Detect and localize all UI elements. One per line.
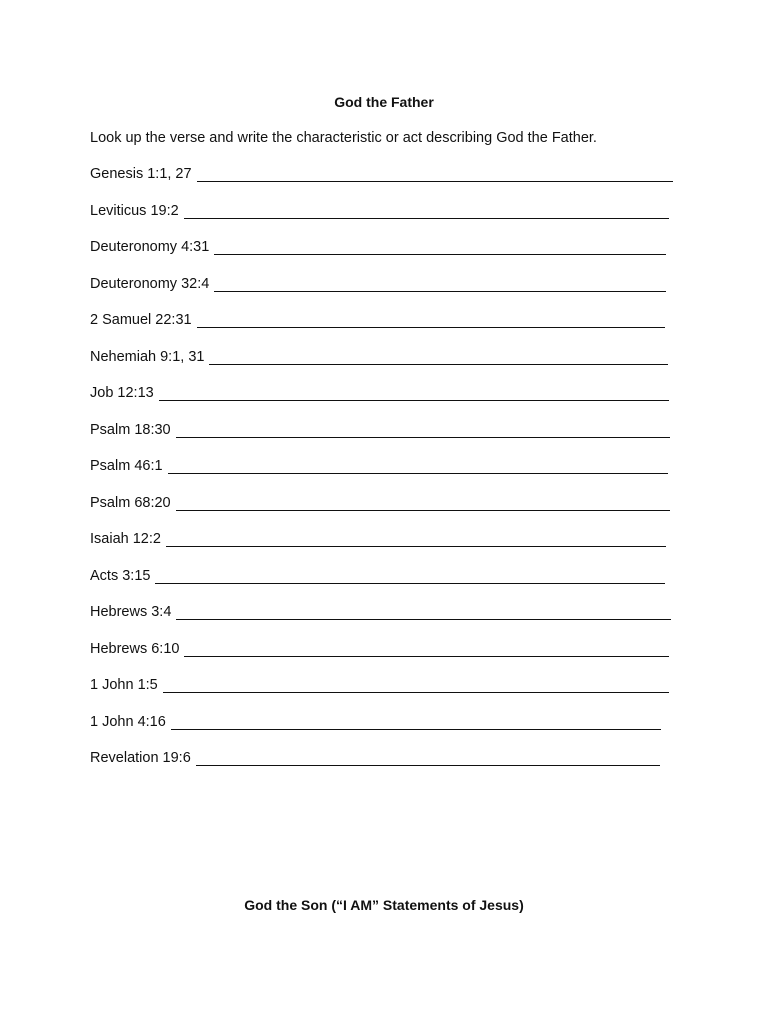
verse-reference: Genesis 1:1, 27 bbox=[90, 166, 192, 182]
verse-reference: 1 John 4:16 bbox=[90, 713, 166, 730]
answer-blank-line[interactable] bbox=[155, 568, 665, 584]
answer-blank-line[interactable] bbox=[168, 458, 668, 474]
verse-reference: Psalm 68:20 bbox=[90, 494, 171, 511]
verse-reference: Deuteronomy 4:31 bbox=[90, 239, 210, 255]
section-title-god-the-son: God the Son (“I AM” Statements of Jesus) bbox=[244, 897, 524, 913]
answer-blank-line[interactable] bbox=[171, 714, 661, 730]
verse-reference: Hebrews 6:10 bbox=[90, 640, 180, 657]
verse-row bbox=[90, 349, 690, 386]
answer-blank-line[interactable] bbox=[184, 641, 669, 657]
verse-reference: Psalm 46:1 bbox=[90, 458, 163, 474]
verse-reference: Deuteronomy 32:4 bbox=[90, 275, 210, 292]
verse-row bbox=[90, 495, 690, 532]
answer-blank-line[interactable] bbox=[196, 750, 660, 766]
answer-blank-line[interactable] bbox=[214, 239, 666, 255]
verse-row bbox=[90, 604, 690, 641]
answer-blank-line[interactable] bbox=[197, 166, 673, 182]
answer-blank-line[interactable] bbox=[176, 422, 670, 438]
verse-reference: 2 Samuel 22:31 bbox=[90, 312, 192, 328]
verse-row bbox=[90, 458, 690, 495]
verse-reference: 1 John 1:5 bbox=[90, 677, 158, 693]
verse-row bbox=[90, 750, 690, 787]
verse-reference: Hebrews 3:4 bbox=[90, 604, 172, 620]
verse-list bbox=[90, 166, 690, 787]
answer-blank-line[interactable] bbox=[159, 385, 669, 401]
answer-blank-line[interactable] bbox=[163, 677, 669, 693]
verse-row bbox=[90, 385, 690, 422]
verse-reference: Acts 3:15 bbox=[90, 567, 151, 584]
verse-row bbox=[90, 568, 690, 605]
verse-reference: Nehemiah 9:1, 31 bbox=[90, 348, 205, 365]
verse-reference: Revelation 19:6 bbox=[90, 750, 191, 766]
verse-row bbox=[90, 166, 690, 203]
answer-blank-line[interactable] bbox=[176, 495, 670, 511]
verse-row bbox=[90, 239, 690, 276]
section-title-god-the-father: God the Father bbox=[334, 94, 434, 110]
instructions-text: Look up the verse and write the characteristic or act describing God the Father. bbox=[90, 130, 597, 146]
verse-row bbox=[90, 714, 690, 751]
answer-blank-line[interactable] bbox=[176, 604, 671, 620]
answer-blank-line[interactable] bbox=[209, 349, 668, 365]
answer-blank-line[interactable] bbox=[197, 312, 665, 328]
verse-reference: Psalm 18:30 bbox=[90, 421, 171, 438]
verse-row bbox=[90, 203, 690, 240]
verse-row bbox=[90, 641, 690, 678]
verse-row bbox=[90, 422, 690, 459]
answer-blank-line[interactable] bbox=[166, 531, 666, 547]
answer-blank-line[interactable] bbox=[214, 276, 666, 292]
verse-reference: Job 12:13 bbox=[90, 385, 154, 401]
verse-row bbox=[90, 276, 690, 313]
verse-row bbox=[90, 531, 690, 568]
verse-row bbox=[90, 677, 690, 714]
answer-blank-line[interactable] bbox=[184, 203, 669, 219]
verse-reference: Isaiah 12:2 bbox=[90, 531, 161, 547]
verse-row bbox=[90, 312, 690, 349]
verse-reference: Leviticus 19:2 bbox=[90, 202, 179, 219]
